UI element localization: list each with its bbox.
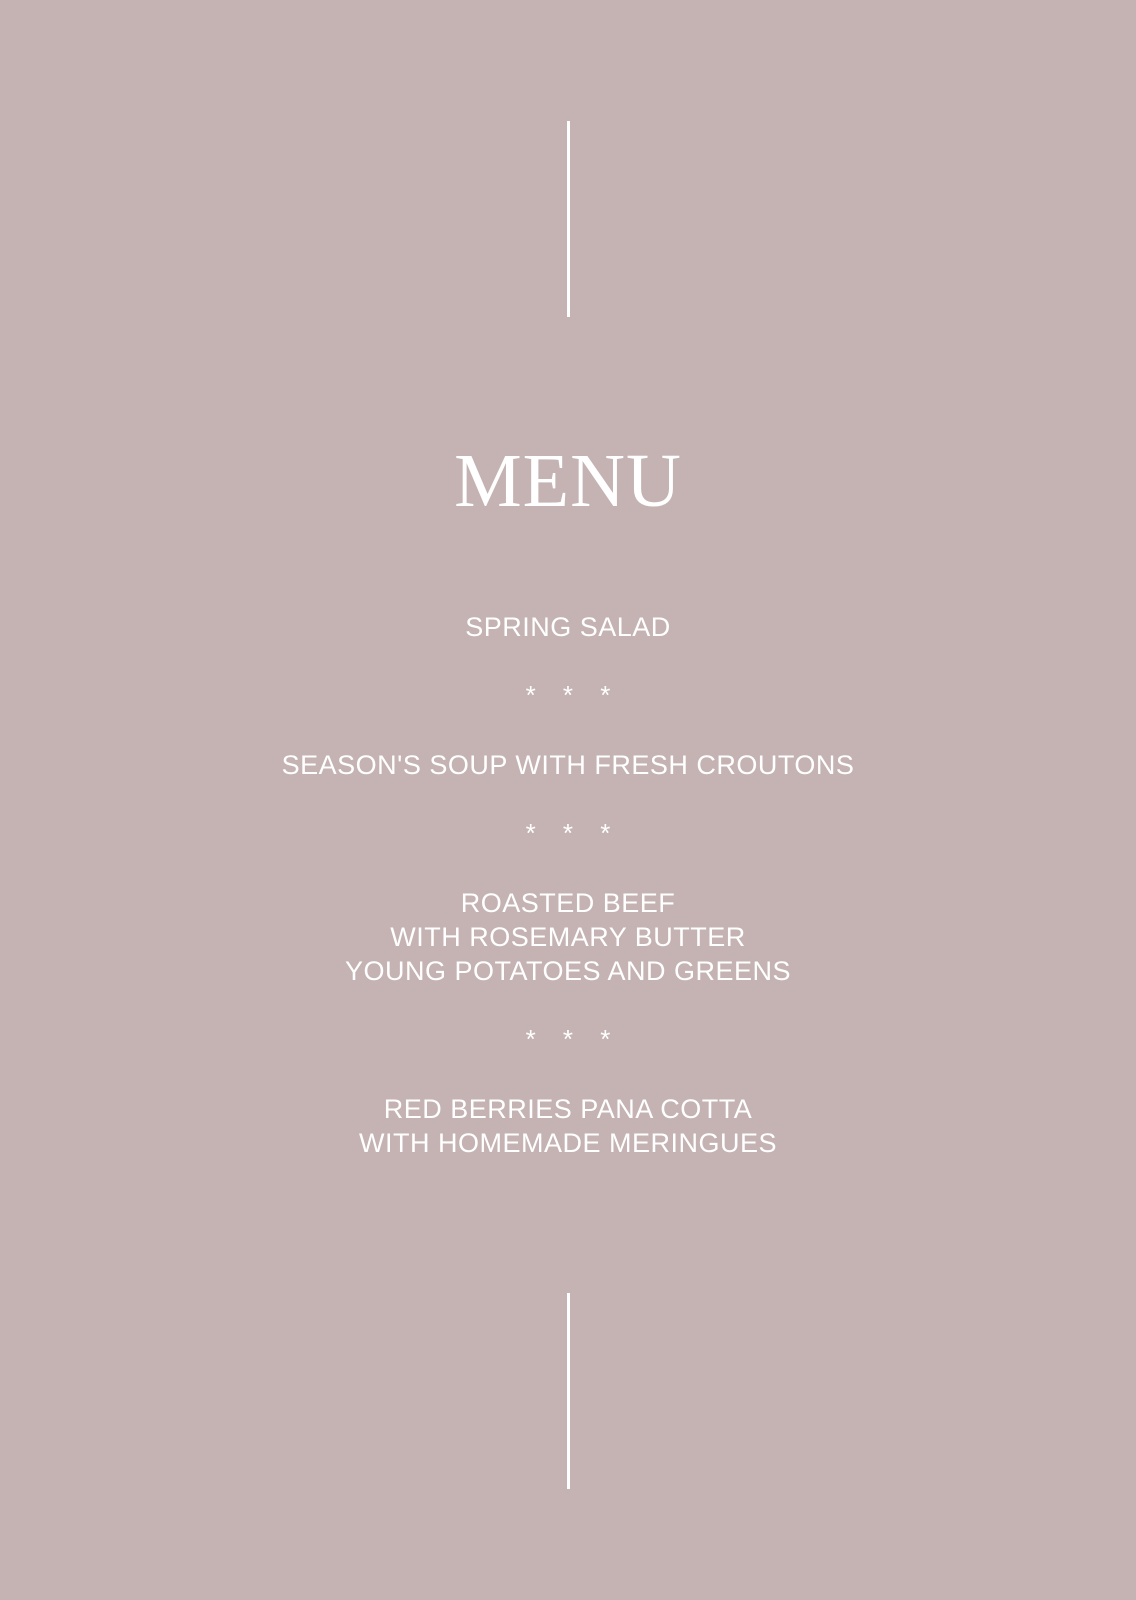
course-main <box>0 886 1136 988</box>
course-line: YOUNG POTATOES AND GREENS <box>344 956 792 986</box>
course-separator: * * * <box>525 1024 621 1054</box>
top-divider-line <box>567 121 570 317</box>
bottom-divider-line <box>567 1293 570 1489</box>
course-line: SEASON'S SOUP WITH FRESH CROUTONS <box>281 750 855 780</box>
course-dessert <box>0 1092 1136 1160</box>
course-line: WITH HOMEMADE MERINGUES <box>358 1128 777 1158</box>
course-starter <box>0 610 1136 644</box>
course-separator: * * * <box>525 680 621 710</box>
menu-title: MENU <box>454 439 682 523</box>
course-line: WITH ROSEMARY BUTTER <box>390 922 746 952</box>
course-soup <box>0 748 1136 782</box>
course-separator: * * * <box>525 818 621 848</box>
course-line: RED BERRIES PANA COTTA <box>383 1094 753 1124</box>
course-line: ROASTED BEEF <box>460 888 676 918</box>
course-line: SPRING SALAD <box>465 612 671 642</box>
